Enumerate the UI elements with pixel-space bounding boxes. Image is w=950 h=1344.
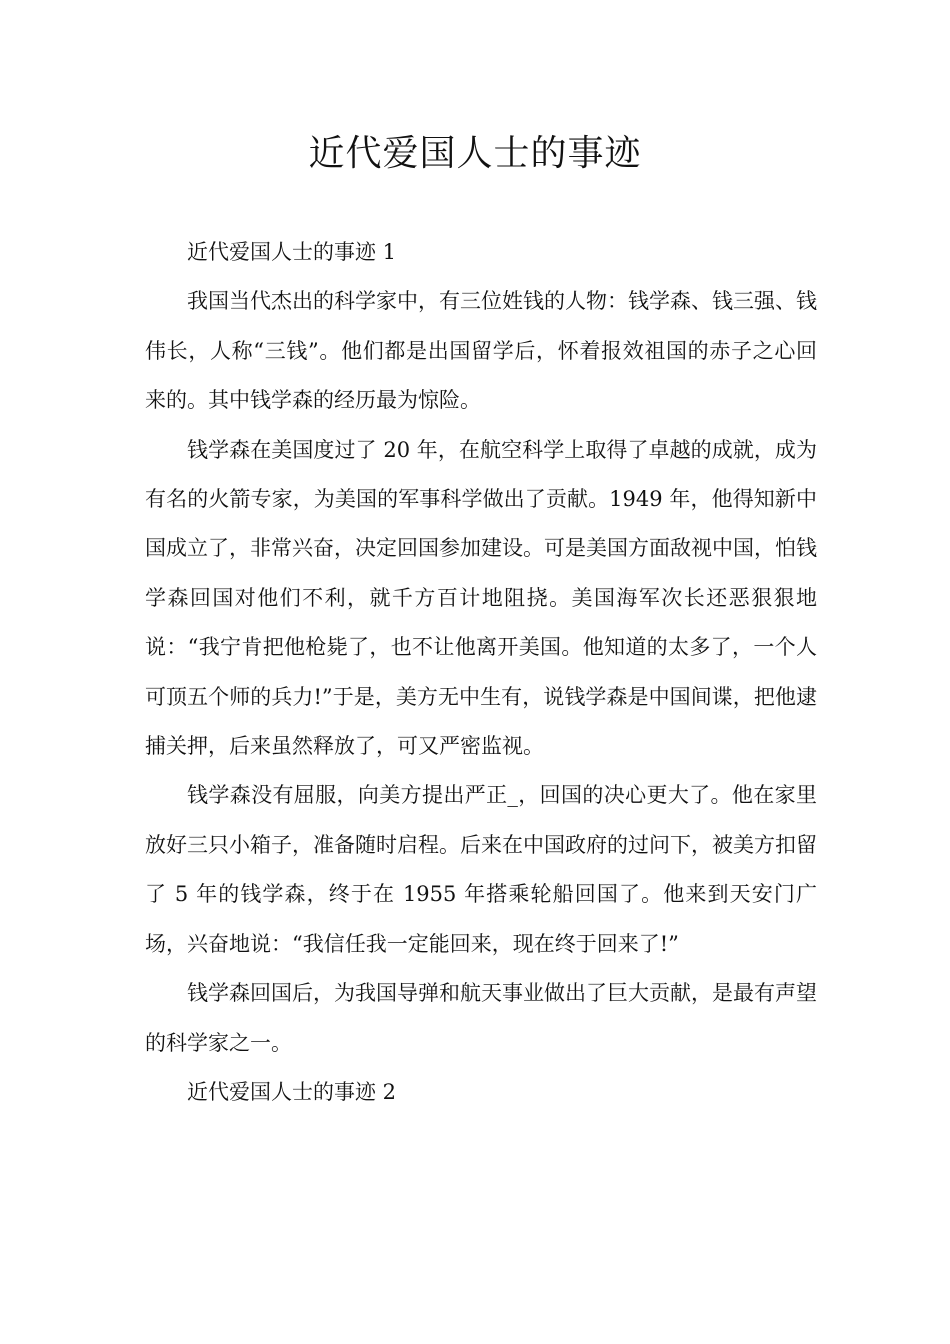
- section-heading-2: 近代爱国人士的事迹 2: [187, 1079, 397, 1104]
- paragraph-1: 我国当代杰出的科学家中，有三位姓钱的人物：钱学森、钱三强、钱伟长，人称“三钱”。他们都是出国留学后，怀着报效祖国的赤子之心回来的。其中钱学森的经历最为惊险。: [145, 289, 817, 413]
- paragraph-3: 钱学森没有屈服，向美方提出严正_，回国的决心更大了。他在家里放好三只小箱子，准备随时启程。后来在中国政府的过问下，被美方扣留了 5 年的钱学森，终于在 1955 年搭乘轮船回国了。他来到天安门广场，兴奋地说：“我信任我一定能回来，现在终于回来了!”: [145, 783, 817, 956]
- document-title: 近代爱国人士的事迹: [308, 133, 642, 174]
- paragraph-2: 钱学森在美国度过了 20 年，在航空科学上取得了卓越的成就，成为有名的火箭专家，为美国的军事科学做出了贡献。1949 年，他得知新中国成立了，非常兴奋，决定回国参加建设。可是美国方面敌视中国，怕钱学森回国对他们不利，就千方百计地阻挠。美国海军次长还恶狠狠地说：“我宁肯把他枪毙了，也不让他离开美国。他知道的太多了，一个人可顶五个师的兵力!”于是，美方无中生有，说钱学森是中国间谍，把他逮捕关押，后来虽然释放了，可又严密监视。: [145, 437, 817, 759]
- paragraph-4: 钱学森回国后，为我国导弹和航天事业做出了巨大贡献，是最有声望的科学家之一。: [145, 981, 817, 1055]
- section-heading-1: 近代爱国人士的事迹 1: [187, 240, 397, 264]
- document-body: [145, 228, 817, 1117]
